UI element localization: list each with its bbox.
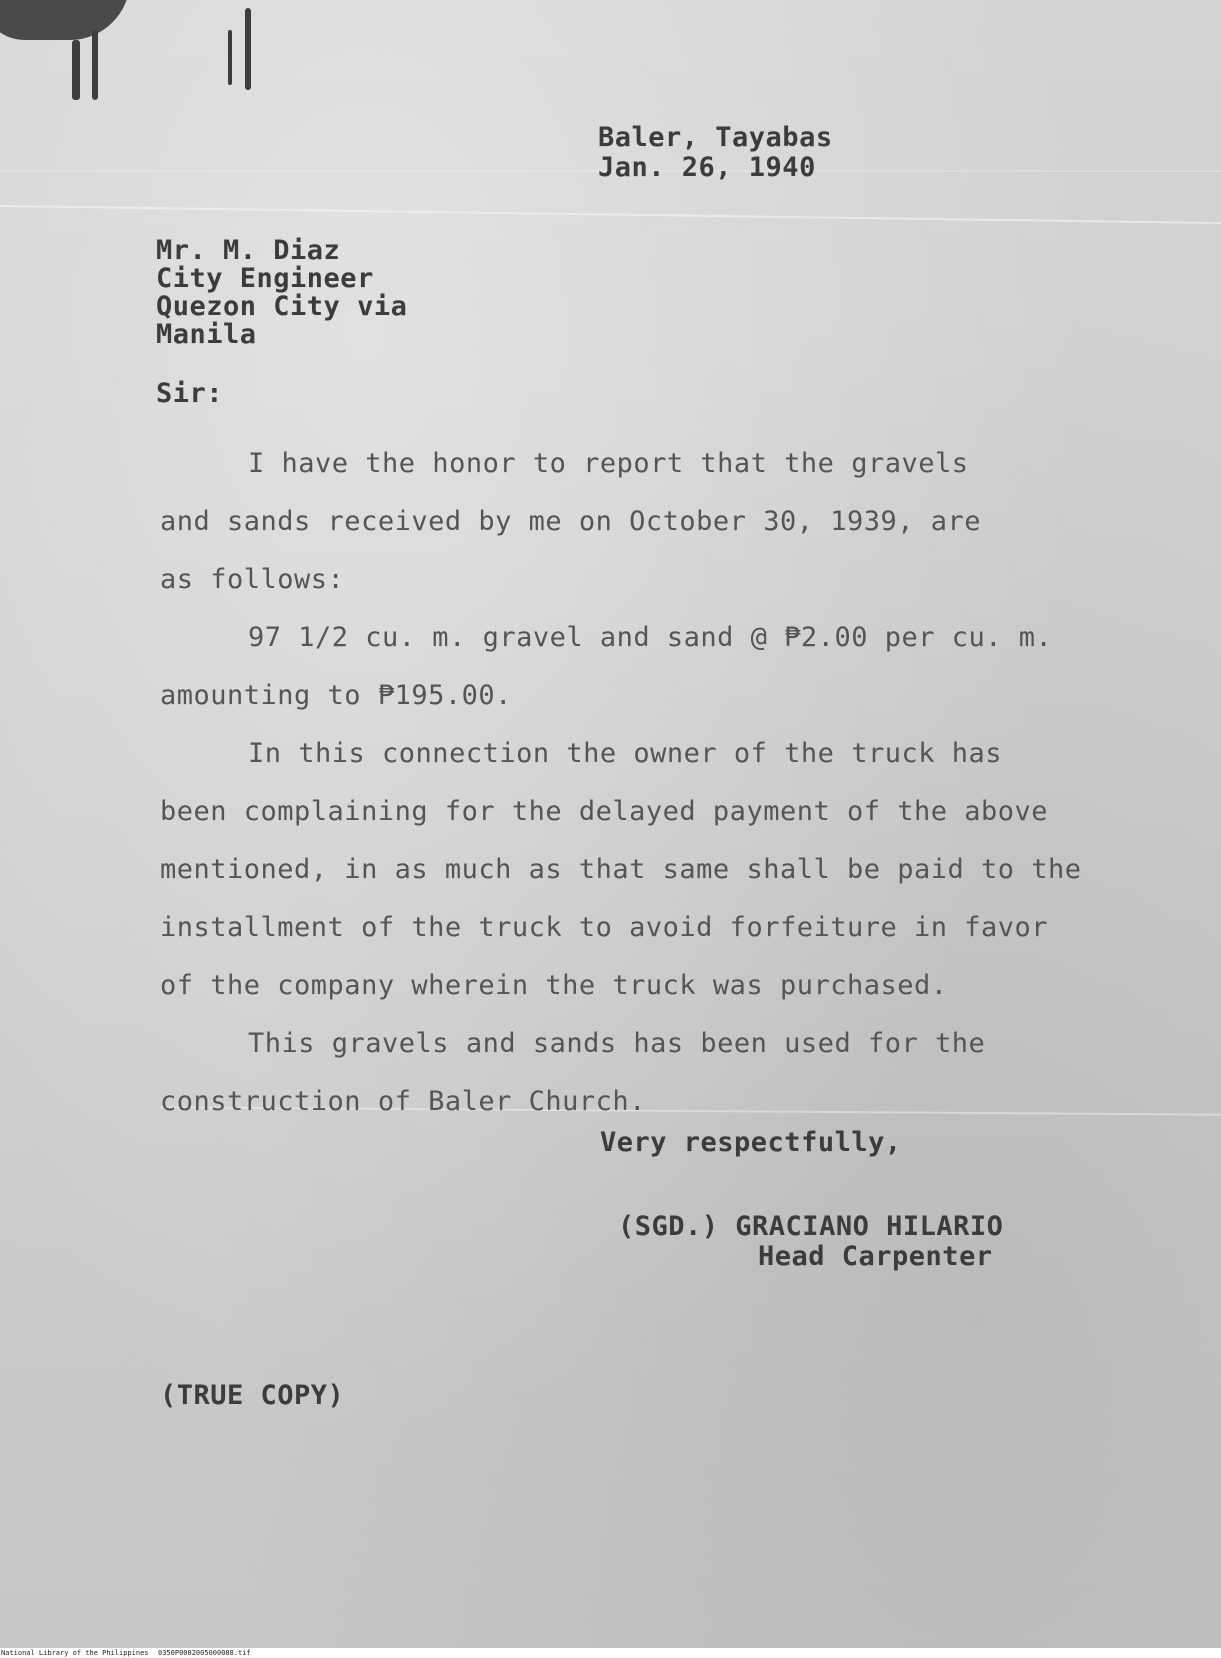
letter-place: Baler, Tayabas [598, 122, 833, 153]
body-line: mentioned, in as much as that same shall be paid to the [160, 854, 1082, 885]
letter-date: Jan. 26, 1940 [598, 152, 816, 183]
body-line: This gravels and sands has been used for the [248, 1028, 986, 1059]
body-line: of the company wherein the truck was purchased. [160, 970, 948, 1001]
true-copy-note: (TRUE COPY) [160, 1380, 345, 1411]
ink-drip [245, 8, 251, 90]
body-line: installment of the truck to avoid forfeiture in favor [160, 912, 1049, 943]
ink-drip [228, 30, 232, 85]
signature-name: (SGD.) GRACIANO HILARIO [618, 1211, 1004, 1242]
body-line: and sands received by me on October 30, 1939, are [160, 506, 982, 537]
letter-body [160, 435, 1082, 1131]
footer-filename: 0350P0002005000088.tif [158, 1649, 251, 1657]
body-line: amounting to ₱195.00. [160, 680, 512, 711]
recipient-address-line2: Manila [156, 319, 257, 350]
signer-title: Head Carpenter [758, 1241, 993, 1272]
paper-fold [0, 205, 1221, 224]
scan-footer [0, 1648, 1221, 1658]
closing: Very respectfully, [600, 1127, 902, 1158]
ink-drip [72, 40, 80, 100]
body-line: as follows: [160, 564, 345, 595]
body-line: 97 1/2 cu. m. gravel and sand @ ₱2.00 per cu. m. [248, 622, 1053, 653]
recipient-name: Mr. M. Diaz [156, 235, 341, 266]
salutation: Sir: [156, 378, 224, 409]
recipient-address-line1: Quezon City via [156, 291, 408, 322]
ink-drip [92, 30, 98, 100]
body-line: I have the honor to report that the gravels [248, 448, 969, 479]
letter-heading [598, 123, 833, 183]
recipient-address [156, 237, 407, 349]
signature-block [618, 1212, 1003, 1272]
ink-stain [0, 0, 130, 40]
recipient-title: City Engineer [156, 263, 374, 294]
body-line: been complaining for the delayed payment of the above [160, 796, 1049, 827]
body-line: construction of Baler Church. [160, 1086, 646, 1117]
body-line: In this connection the owner of the truck has [248, 738, 1002, 769]
footer-library: National Library of the Philippines [1, 1649, 149, 1657]
